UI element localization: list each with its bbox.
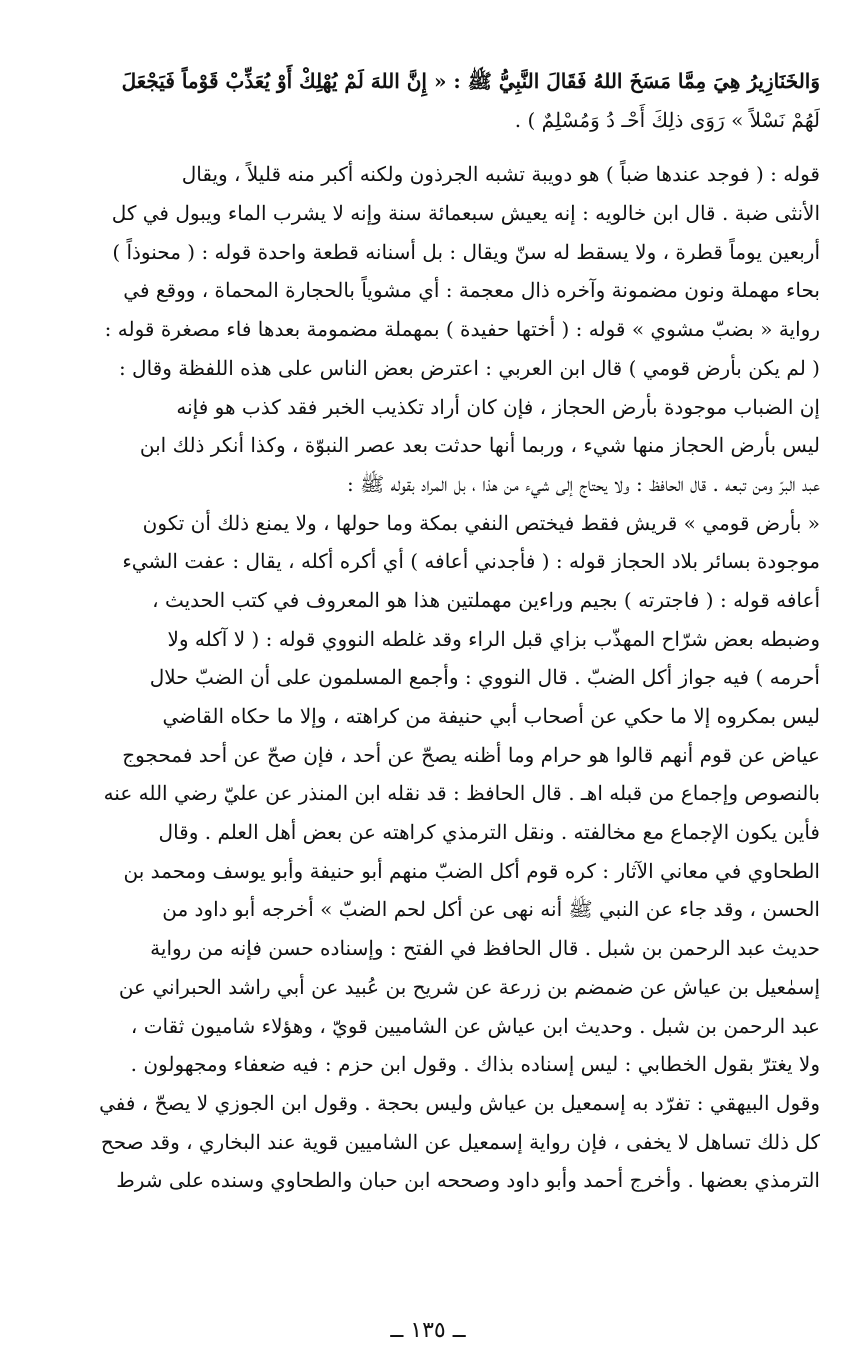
text-line: ولا يغترّ بقول الخطابي : ليس إسناده بذاك . وقول ابن حزم : فيه ضعفاء ومجهولون . xyxy=(130,1052,820,1077)
text-line: أعافه قوله : ( فاجترته ) بجيم وراءين مهملتين هذا هو المعروف في كتب الحديث ، xyxy=(152,587,820,612)
text-line: عبد البرّ ومن تبعه . قال الحافظ : ولا يحتاج إلى شيء من هذا ، بل المراد بقوله ﷺ : xyxy=(347,471,820,496)
text-line: بحاء مهملة ونون مضمونة وآخره ذال معجمة : أي مشوياً بالحجارة المحماة ، ووقع في xyxy=(123,278,820,303)
text-line: ليس بأرض الحجاز منها شيء ، وربما أنها حدثت بعد عصر النبوّة ، وكذا أنكر ذلك ابن xyxy=(139,433,820,458)
text-line: قوله : ( فوجد عندها ضباً ) هو دويبة تشبه الجرذون ولكنه أكبر منه قليلاً ، ويقال xyxy=(181,162,820,187)
page-number: ــ ١٣٥ ــ xyxy=(390,1318,466,1343)
text-line: رواية « بضبّ مشوي » قوله : ( أختها حفيدة ) بمهملة مضمومة بعدها فاء مصغرة قوله : xyxy=(104,317,820,342)
text-line: الأنثى ضبة . قال ابن خالويه : إنه يعيش سبعمائة سنة وإنه لا يشرب الماء ويبول في كل xyxy=(111,201,820,226)
text-line: الطحاوي في معاني الآثار : كره قوم أكل الضبّ منهم أبو حنيفة وأبو يوسف ومحمد بن xyxy=(123,858,820,883)
text-line: إسمٰعيل بن عياش عن ضمضم بن زرعة عن شريح بن عُبيد عن أبي راشد الحبراني عن xyxy=(118,974,820,999)
text-line: ( لم يكن بأرض قومي ) قال ابن العربي : اعترض بعض الناس على هذه اللفظة وقال : xyxy=(118,355,820,380)
text-line: فأين يكون الإجماع مع مخالفته . ونقل الترمذي كراهته عن بعض أهل العلم . وقال xyxy=(158,820,820,845)
text-line: عياض عن قوم أنهم قالوا هو حرام وما أظنه يصحّ عن أحد ، فإن صحّ عن أحد فمحجوج xyxy=(122,742,820,767)
text-line: بالنصوص وإجماع من قبله اهـ . قال الحافظ : قد نقله ابن المنذر عن عليّ رضي الله عنه xyxy=(103,781,820,806)
text-line: « بأرض قومي » قريش فقط فيختص النفي بمكة وما حولها ، ولا يمنع ذلك أن تكون xyxy=(142,510,820,535)
text-line: أربعين يوماً قطرة ، ولا يسقط له سنّ ويقال : بل أسنانه قطعة واحدة قوله : ( محنوذاً ) xyxy=(112,239,820,264)
text-line: عبد الرحمن بن شبل . وحديث ابن عياش عن الشاميين قويّ ، وهؤلاء شاميون ثقات ، xyxy=(130,1013,820,1038)
text-line: حديث عبد الرحمن بن شبل . قال الحافظ في الفتح : وإسناده حسن فإنه من رواية xyxy=(150,936,820,961)
text-line: إن الضباب موجودة بأرض الحجاز ، فإن كان أراد تكذيب الخبر فقد كذب هو فإنه xyxy=(176,394,820,419)
text-line: موجودة بسائر بلاد الحجاز قوله : ( فأجدني أعافه ) أي أكره أكله ، يقال : عفت الشيء xyxy=(122,549,820,574)
text-line: الترمذي بعضها . وأخرج أحمد وأبو داود وصححه ابن حبان والطحاوي وسنده على شرط xyxy=(116,1168,820,1193)
text-line: أحرمه ) فيه جواز أكل الضبّ . قال النووي : وأجمع المسلمون على أن الضبّ حلال xyxy=(149,665,820,690)
text-line: لَهُمْ نَسْلاً » رَوَى ذلِكَ أَحْـ دُ وَمُسْلِمٌ ) . xyxy=(514,107,820,132)
text-line: الحسن ، وقد جاء عن النبي ﷺ أنه نهى عن أكل لحم الضبّ » أخرجه أبو داود من xyxy=(162,897,820,922)
text-line: وضبطه بعض شرّاح المهذّب بزاي قبل الراء وقد غلطه النووي قوله : ( لا آكله ولا xyxy=(167,626,820,651)
text-line: ليس بمكروه إلا ما حكي عن أصحاب أبي حنيفة من كراهته ، وإلا ما حكاه القاضي xyxy=(162,704,820,728)
body-text xyxy=(36,62,820,1200)
text-line: وَالخَنَازِيرُ هِيَ مِمَّا مَسَخَ اللهُ فَقَالَ النَّبِيُّ ﷺ : « إِنَّ اللهَ لَمْ يُهْلِكْ أَوْ يُعَذِّبْ قَوْماً فَيَجْعَلَ xyxy=(121,69,820,93)
text-line: كل ذلك تساهل لا يخفى ، فإن رواية إسمعيل عن الشاميين قوية عند البخاري ، وقد صحح xyxy=(100,1129,820,1154)
text-line: وقول البيهقي : تفرّد به إسمعيل بن عياش وليس بحجة . وقول ابن الجوزي لا يصحّ ، ففي xyxy=(99,1090,820,1115)
